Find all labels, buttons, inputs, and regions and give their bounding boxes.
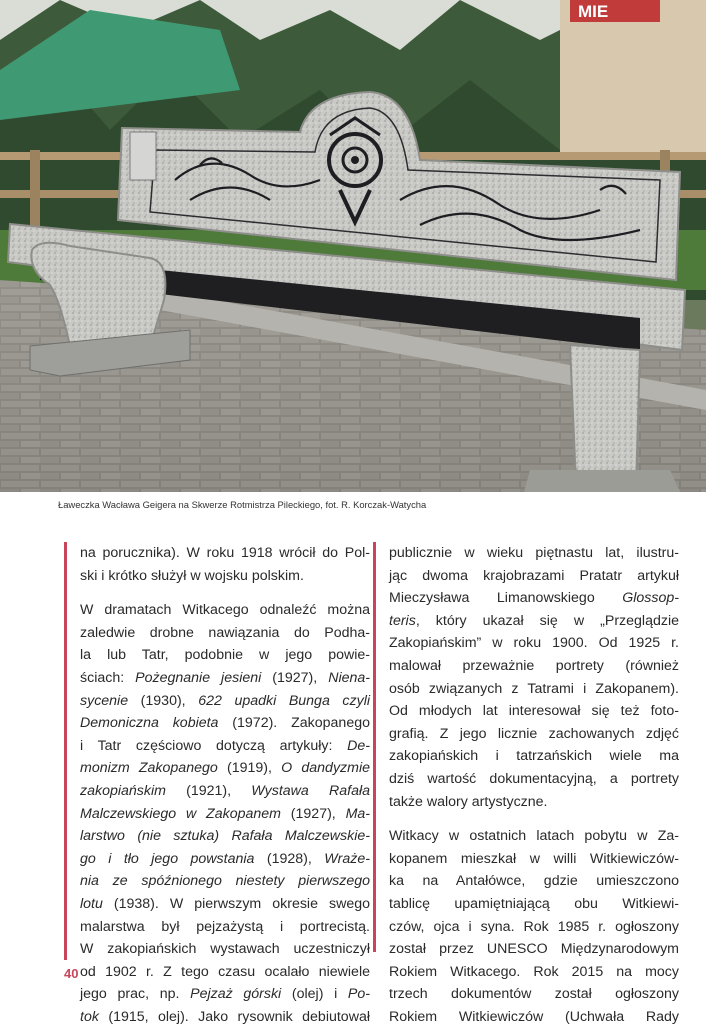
text-line: kopanem mieszkał w willi Witkiewiczów- bbox=[389, 850, 679, 867]
text-line: malował przeważnie portrety (również bbox=[389, 657, 679, 674]
text-line: Od młodych lat interesował się też foto- bbox=[389, 703, 679, 720]
text-line: tok (1915, olej). Jako rysownik debiutował bbox=[80, 1008, 370, 1025]
text-line: od 1902 r. Z tego czasu ocalało niewiele bbox=[80, 963, 370, 980]
bench-photo bbox=[0, 0, 706, 492]
text-line: zaledwie drobne nawiązania do Podha- bbox=[80, 624, 370, 641]
text-line: Malczewskiego w Zakopanem (1927), Ma- bbox=[80, 805, 370, 822]
text-line: W zakopiańskich wystawach uczestniczył bbox=[80, 941, 370, 958]
text-line: Rokiem Witkacego. Rok 2015 na mocy bbox=[389, 963, 679, 980]
text-line: ściach: Pożegnanie jesieni (1927), Niena- bbox=[80, 669, 370, 686]
paragraph bbox=[389, 542, 679, 813]
paragraph bbox=[80, 542, 370, 587]
text-line: dziś wartość dokumentacyjną, a portrety bbox=[389, 770, 679, 787]
text-line: go i tło jego powstania (1928), Wraże- bbox=[80, 850, 370, 867]
text-line: sycenie (1930), 622 upadki Bunga czyli bbox=[80, 692, 370, 709]
text-line: trzech dokumentów został ogłoszony bbox=[389, 986, 679, 1003]
shop-sign-text: MIE bbox=[578, 2, 609, 21]
paragraph bbox=[389, 825, 679, 1028]
text-line: Zakopiańskim” w roku 1900. Od 1925 r. bbox=[389, 635, 679, 652]
text-line: nia ze spóźnionego niestety pierwszego bbox=[80, 873, 370, 890]
text-line: monizm Zakopanego (1919), O dandyzmie bbox=[80, 760, 370, 777]
text-line: zakopiańskich i tatrzańskich wiele ma bbox=[389, 748, 679, 765]
text-line: także walory artystyczne. bbox=[389, 793, 548, 810]
photo-caption: Ławeczka Wacława Geigera na Skwerze Rotmistrza Pileckiego, fot. R. Korczak-Watycha bbox=[58, 499, 427, 510]
text-line: publicznie w wieku piętnastu lat, ilustru- bbox=[389, 545, 679, 561]
text-line: Demoniczna kobieta (1972). Zakopanego bbox=[80, 715, 370, 732]
text-line: i Tatr częściowo dotyczą artykuły: De- bbox=[80, 737, 370, 754]
text-line: został przez UNESCO Międzynarodowym bbox=[389, 941, 679, 958]
text-line: Witkacy w ostatnich latach pobytu w Za- bbox=[389, 828, 679, 845]
text-line: jąc dwoma krajobrazami Pratatr artykuł bbox=[389, 567, 679, 584]
text-line: la lub Tatr, podobnie w jego powie- bbox=[80, 647, 370, 664]
text-column-right bbox=[373, 542, 679, 1025]
text-line: tablicę upamiętniającą obu Witkiewi- bbox=[389, 895, 679, 912]
text-line: na porucznika). W roku 1918 wrócił do Pol- bbox=[80, 545, 370, 561]
text-line: zakopiańskim (1921), Wystawa Rafała bbox=[80, 782, 370, 799]
text-line: jego prac, np. Pejzaż górski (olej) i Po- bbox=[80, 986, 370, 1003]
text-line: ka na Antałówce, gdzie umieszczono bbox=[389, 873, 679, 890]
text-line: teris, który ukazał się w „Przeglądzie bbox=[389, 612, 679, 629]
text-line: W dramatach Witkacego odnaleźć można bbox=[80, 602, 370, 619]
text-line: Mieczysława Limanowskiego Glossop- bbox=[389, 590, 679, 607]
text-line: czów, ojca i syna. Rok 1985 r. ogłoszony bbox=[389, 918, 679, 935]
paragraph bbox=[80, 599, 370, 1028]
text-line: ski i krótko służył w wojsku polskim. bbox=[80, 567, 304, 584]
text-line: lotu (1938). W pierwszym okresie swego bbox=[80, 895, 370, 912]
text-line: larstwo (nie sztuka) Rafała Malczewskie- bbox=[80, 828, 370, 845]
page-number: 40 bbox=[64, 966, 79, 981]
text-line: malarstwa był pejzażystą i portrecistą. bbox=[80, 918, 370, 935]
text-line: grafią. Z jego licznie zachowanych zdjęć bbox=[389, 725, 679, 742]
text-line: osób związanych z Tatrami i Zakopanem). bbox=[389, 680, 679, 697]
text-line: Rokiem Witkiewiczów (Uchwała Rady bbox=[389, 1008, 679, 1025]
